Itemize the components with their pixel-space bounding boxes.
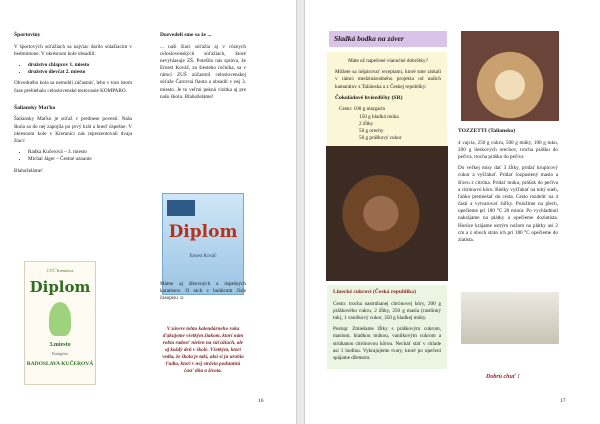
recipe2-ingredients: Cesto: trocha nastrúhanej citrónovej kôry, 200 g práškového cukru, 2 žĺtky, 250 g masla (rastlinný tuk), 1 vanilkový cukor, 350 g hladkej múky. bbox=[333, 300, 441, 322]
sports-list bbox=[14, 62, 132, 76]
middle-column bbox=[160, 32, 246, 105]
diploma-name: RADOSLAVA KUČEROVÁ bbox=[26, 361, 94, 367]
karate-text: Máme aj šikovných a úspešných karatistov. O nich v budúcom čísle časopisu ☺ bbox=[160, 281, 246, 302]
recipe-star-box bbox=[327, 52, 447, 146]
ingredient: 50 g práškový cukor bbox=[359, 135, 402, 142]
recipe-linzer-box bbox=[327, 285, 447, 369]
diploma-org: CVČ Kremnica bbox=[46, 268, 74, 273]
diploma-kucerova-image bbox=[24, 261, 96, 385]
list-item: • družstvo chlapcov 1. miesto bbox=[28, 62, 132, 69]
matko-intro: Šaliansky Maťko je súťaž v prednese povestí. Naša škola sa do nej zapojila po prvý krát a hneď úspešne. V okresnom kole v Kremnici nás reprezentovali dvaja žiaci: bbox=[14, 116, 132, 144]
list-item: • družstvo dievčat 2. miesto bbox=[28, 69, 132, 76]
section-title-matko: Šaliansky Maťko bbox=[14, 104, 56, 111]
list-item: • Radka Kučerová – 3. miesto bbox=[28, 149, 132, 156]
recipe2-title: Linecké cukroví (Česká republika) bbox=[333, 289, 416, 295]
cookie-plate-photo bbox=[461, 292, 559, 344]
page-number-17: 17 bbox=[560, 398, 566, 404]
diploma-category: Kategória bbox=[52, 351, 68, 356]
ingredient: 2 žĺtky bbox=[359, 120, 374, 127]
thanks-text: V závere tohto kalendárneho roka ďakujeme všetkým žiakom, ktorí nám robia radosť nielen na súťažiach, ale aj každý deň v škole. Všetkým, ktorí vedia, že škola je takí, akú si ju urobia ľudia, ktorí v nej strávia podstatnú časť dňa a života. bbox=[162, 326, 244, 375]
recipe1-ingredients bbox=[335, 106, 441, 142]
page-number-16: 16 bbox=[258, 398, 264, 404]
recipe-tozzetti-text bbox=[458, 128, 558, 248]
sports-intro: V športových súťažiach sa najviac darilo sútažiacim v bedmintone. V okresnom kole obsadili: bbox=[14, 43, 132, 57]
intro-question: Máte už napečené vianočné dobrôtky? bbox=[348, 58, 428, 64]
recipe3-ingredients: 4 vajcia, 250 g cukru, 500 g múky, 100 g tuku, 200 g lieskových orechov, trocha prášku do pečiva, trocha prášku do pečiva bbox=[458, 139, 558, 161]
recipe-linzer-text bbox=[333, 289, 441, 366]
did-you-know-text: ... naši žiaci súťažia aj v rôznych celoslovenských súťažiach, ktoré nevyhlasuje ZŠ. Potešila nás správa, že Ernest Kováč, zo šiesteho ročníka, sa v rámci ZUŠ zúčastnil celoslovenskej súťaže Čarovná flauta a obsadil v nej 3. miesto. Je to veľmi pekná vizitka aj pre našu školu. Blahoželáme! bbox=[160, 43, 246, 100]
recipe3-title: TOZZETTI (Taliansko) bbox=[458, 128, 516, 134]
figure-icon bbox=[49, 302, 71, 336]
diploma-name: Ernest Kováč bbox=[189, 254, 217, 259]
recipe1-title: Čokoládové hviezdičky (SR) bbox=[335, 94, 403, 101]
karate-column bbox=[160, 281, 246, 307]
recipes-header bbox=[329, 31, 447, 47]
closing-text: Dobrú chuť ! bbox=[486, 374, 520, 380]
cookies-photo bbox=[326, 146, 448, 281]
diploma-kovac-image bbox=[162, 193, 244, 295]
ingredient: 150 g hladká múka bbox=[359, 113, 399, 120]
section-title-sports: Športoviny bbox=[14, 32, 41, 38]
diploma-word: Diplom bbox=[29, 278, 91, 296]
intro-text: Môžete sa inšpirovať receptami, ktoré sme získali v rámci medzinárodného projektu od našich kamarátov z Taliánska a z Českej republiky: bbox=[335, 69, 441, 90]
matko-list bbox=[14, 149, 132, 163]
page-16 bbox=[0, 0, 297, 424]
sports-note: Obvodného kola sa nemohli zúčastniť, lebo v tom istom čase prebiehalo celoslovenské testovanie KOMPARO. bbox=[14, 80, 132, 94]
ingredient: Cesto: 100 g margarín bbox=[339, 106, 386, 113]
recipe2-steps: Postup: Zmiešame žĺtky s práškovým cukrom, maslom, hladkou múkou, vanilkovým cukrom a strúhanou citrónovou kôrou. Necháť stáť v chlade asi 1 hodinu. Vykrajujeme tvary, ktoré po upečení spájame džemom. bbox=[333, 326, 441, 361]
recipes-header-text: Sladká bodka na záver bbox=[334, 34, 404, 43]
ingredient: 50 g orechy bbox=[359, 127, 384, 134]
left-column bbox=[14, 32, 132, 179]
recipe3-steps: Do veľkej misy dať 3 žĺtky, pridať krupicový cukor a vyšľahať. Pridať rozpustený maslo a šťavu z citróna. Pridať múku, prášok do pečiva a citrónovú kôru. Bielky vyšľahať na tuhý sneh, ľahko premiešať do cesta. Cesto rozdeliť na 4 časti a vytvarovať šúľky. Položíme na plech, upečieme pri 180 °C 20 minút. Po vychladnutí nakrájame na plátky a opečieme dozlatista. Horúce krájame ostrým nožom na plátky asi 2 cm a z oboch strán ich pri 180 °C opečieme do zlatista. bbox=[458, 165, 558, 243]
diploma-place: 3.miesto bbox=[49, 342, 71, 348]
diploma-word: Diplom bbox=[168, 222, 238, 242]
matko-congrats: Blahoželáme! bbox=[14, 167, 43, 174]
tozzetti-photo bbox=[461, 31, 559, 121]
logo-icon bbox=[167, 200, 195, 216]
did-you-know-title: Dozvedeli sme sa že ... bbox=[160, 32, 212, 38]
list-item: • Michal Jáger – Čestné uznanie bbox=[28, 156, 132, 163]
